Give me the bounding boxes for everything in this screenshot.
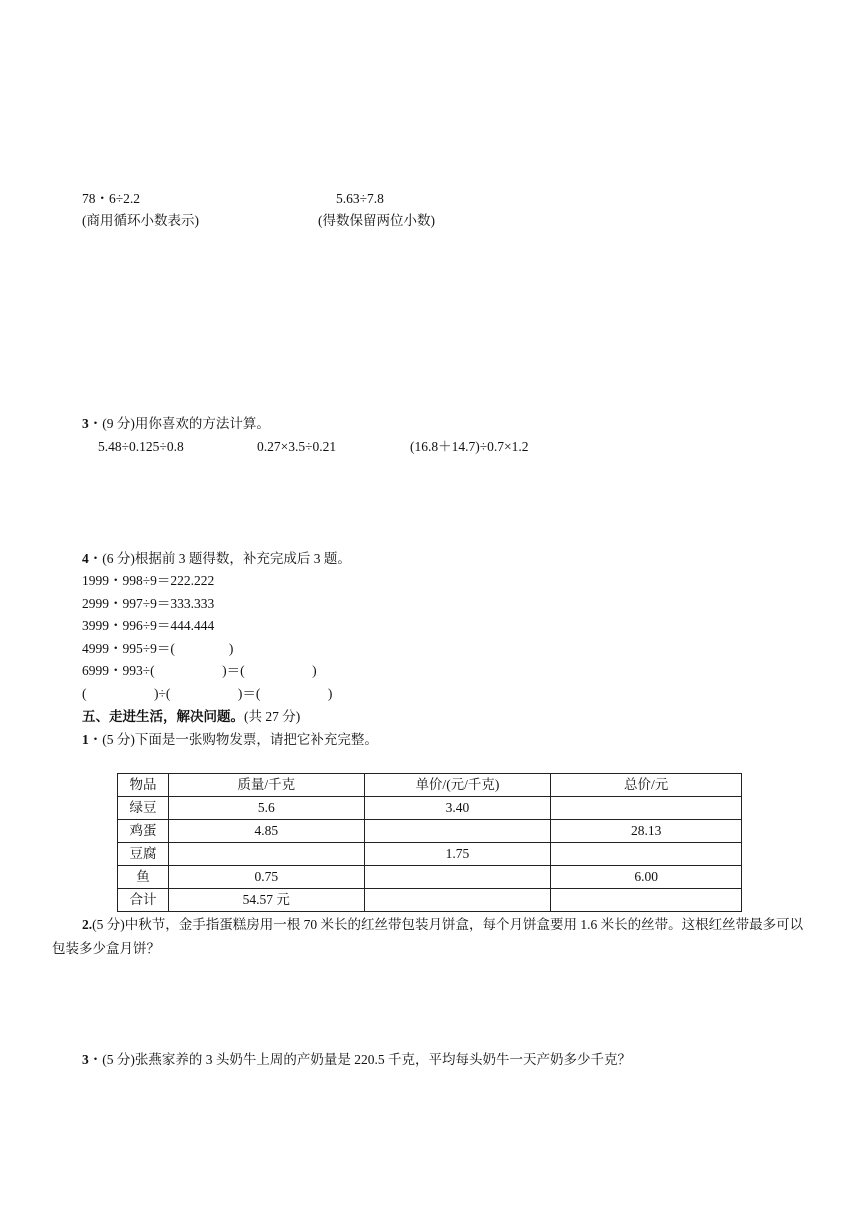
section-5-question-3-text: ・(5 分)张燕家养的 3 头奶牛上周的产奶量是 220.5 千克，平均每头奶牛一天产奶多少千克？ <box>88 1052 631 1067</box>
question-3-expr-2: 0.27×3.5÷0.21 <box>257 439 337 454</box>
invoice-header-cell: 质量/千克 <box>168 774 364 797</box>
question-4-line-3: 3999・996÷9＝444.444 <box>82 618 215 633</box>
section-5-question-1-heading <box>82 731 378 749</box>
invoice-cell-unit-price: 3.40 <box>364 797 551 820</box>
calc-expression-right: 5.63÷7.8 <box>336 191 384 206</box>
question-4-line-1: 1999・998÷9＝222.222 <box>82 573 215 588</box>
invoice-row <box>118 866 742 889</box>
section-5-title <box>82 708 300 726</box>
invoice-cell-weight: 0.75 <box>168 866 364 889</box>
invoice-cell-total: 28.13 <box>551 820 742 843</box>
invoice-cell-weight: 54.57 元 <box>168 889 364 912</box>
question-3-expr-1: 5.48÷0.125÷0.8 <box>98 439 184 454</box>
question-4-heading <box>82 550 351 568</box>
question-3-number: 3 <box>82 416 89 431</box>
section-5-question-2-text: (5 分)中秋节，金手指蛋糕房用一根 70 米长的红丝带包装月饼盒，每个月饼盒要用 1.6 米长的丝带。这根红丝带最多可以包装多少盒月饼？ <box>52 917 804 956</box>
invoice-cell-total <box>551 889 742 912</box>
calc-expression-left: 78・6÷2.2 <box>82 191 141 206</box>
section-5-question-3-number: 3 <box>82 1052 89 1067</box>
invoice-total-row <box>118 889 742 912</box>
invoice-header-cell: 总价/元 <box>551 774 742 797</box>
section-5-question-2-number: 2. <box>82 917 93 932</box>
invoice-row <box>118 843 742 866</box>
section-5-score: (共 27 分) <box>244 709 301 724</box>
calc-note-right: (得数保留两位小数) <box>318 213 435 228</box>
invoice-cell-unit-price: 1.75 <box>364 843 551 866</box>
invoice-header-row <box>118 774 742 797</box>
invoice-cell-item: 鱼 <box>118 866 169 889</box>
invoice-header-cell: 单价/(元/千克) <box>364 774 551 797</box>
invoice-cell-total <box>551 843 742 866</box>
question-4-line-4: 4999・995÷9＝( ) <box>82 641 234 656</box>
question-4-number: 4 <box>82 551 89 566</box>
invoice-cell-unit-price <box>364 889 551 912</box>
invoice-cell-unit-price <box>364 866 551 889</box>
question-4-line-2: 2999・997÷9＝333.333 <box>82 596 215 611</box>
invoice-cell-item: 合计 <box>118 889 169 912</box>
section-5-title-text: 五、走进生活，解决问题。 <box>82 709 244 724</box>
invoice-cell-item: 豆腐 <box>118 843 169 866</box>
section-5-question-1-number: 1 <box>82 732 89 747</box>
calc-note-left: (商用循环小数表示) <box>82 213 199 228</box>
section-5-question-1-text: ・(5 分)下面是一张购物发票，请把它补充完整。 <box>88 732 378 747</box>
invoice-cell-weight: 4.85 <box>168 820 364 843</box>
question-3-heading <box>82 415 270 433</box>
question-3-text: ・(9 分)用你喜欢的方法计算。 <box>88 416 270 431</box>
invoice-cell-total: 6.00 <box>551 866 742 889</box>
invoice-cell-item: 鸡蛋 <box>118 820 169 843</box>
question-4-line-6: ( )÷( )＝( ) <box>82 686 333 701</box>
question-3-expr-3: (16.8＋14.7)÷0.7×1.2 <box>410 439 529 454</box>
invoice-cell-weight: 5.6 <box>168 797 364 820</box>
invoice-cell-weight <box>168 843 364 866</box>
invoice-row <box>118 797 742 820</box>
invoice-header-cell: 物品 <box>118 774 169 797</box>
invoice-cell-unit-price <box>364 820 551 843</box>
section-5-question-3-heading <box>82 1051 631 1069</box>
question-4-text: ・(6 分)根据前 3 题得数，补充完成后 3 题。 <box>88 551 351 566</box>
invoice-cell-total <box>551 797 742 820</box>
section-5-question-2 <box>52 913 814 961</box>
question-4-line-5: 6999・993÷( )＝( ) <box>82 663 317 678</box>
invoice-row <box>118 820 742 843</box>
shopping-invoice-table <box>117 773 742 912</box>
invoice-cell-item: 绿豆 <box>118 797 169 820</box>
